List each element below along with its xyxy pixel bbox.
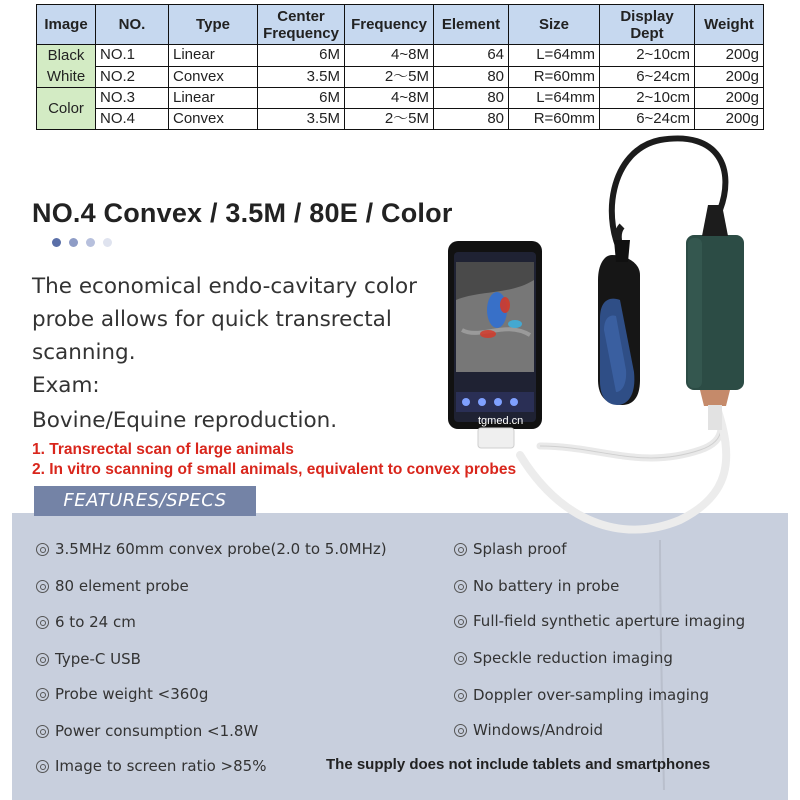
usb-cable: [540, 400, 721, 458]
description-line: scanning.: [32, 340, 136, 365]
cell-center-frequency: 6M: [258, 45, 345, 67]
description-line: The economical endo-cavitary color: [32, 274, 417, 299]
bullet-icon: [454, 615, 467, 628]
carousel-dots: [52, 238, 112, 247]
exam-value: Bovine/Equine reproduction.: [32, 408, 338, 433]
bullet-icon: [454, 652, 467, 665]
col-header-display-dept: Display Dept: [600, 5, 695, 45]
dot-icon: [86, 238, 95, 247]
supply-note: The supply does not include tablets and smartphones: [326, 756, 711, 773]
phone-brand-label: tgmed.cn: [478, 415, 524, 427]
cell-size: R=60mm: [509, 66, 600, 88]
group-label-color: Color: [37, 88, 96, 130]
bullet-icon: [36, 760, 49, 773]
description-line: probe allows for quick transrectal: [32, 307, 392, 332]
cell-center-frequency: 3.5M: [258, 66, 345, 88]
cell-frequency: 2～5M: [345, 109, 434, 130]
cell-type: Convex: [169, 66, 258, 88]
features-tab-label: FEATURES/SPECS: [34, 486, 256, 516]
cell-frequency: 4~8M: [345, 45, 434, 67]
cell-frequency: 4~8M: [345, 88, 434, 109]
bullet-icon: [36, 616, 49, 629]
feature-item: 3.5MHz 60mm convex probe(2.0 to 5.0MHz): [36, 540, 387, 558]
cell-size: L=64mm: [509, 88, 600, 109]
feature-item: Windows/Android: [454, 721, 603, 739]
cell-weight: 200g: [695, 109, 764, 130]
cell-center-frequency: 6M: [258, 88, 345, 109]
dot-icon: [103, 238, 112, 247]
bullet-icon: [454, 689, 467, 702]
cell-weight: 200g: [695, 66, 764, 88]
col-header-frequency: Frequency: [345, 5, 434, 45]
feature-item: 6 to 24 cm: [36, 613, 136, 631]
bullet-icon: [36, 653, 49, 666]
exam-label: Exam:: [32, 373, 100, 398]
cell-no: NO.2: [96, 66, 169, 88]
cell-no: NO.1: [96, 45, 169, 67]
dot-icon: [69, 238, 78, 247]
cell-no: NO.4: [96, 109, 169, 130]
product-description: [32, 270, 452, 437]
cell-element: 80: [434, 66, 509, 88]
cell-no: NO.3: [96, 88, 169, 109]
bullet-icon: [36, 580, 49, 593]
col-header-weight: Weight: [695, 5, 764, 45]
cell-element: 80: [434, 88, 509, 109]
cell-display-dept: 2~10cm: [600, 88, 695, 109]
feature-item: No battery in probe: [454, 577, 619, 595]
cell-type: Convex: [169, 109, 258, 130]
cell-frequency: 2～5M: [345, 66, 434, 88]
feature-item: Speckle reduction imaging: [454, 649, 673, 667]
bullet-icon: [36, 688, 49, 701]
feature-item: Splash proof: [454, 540, 567, 558]
dot-icon: [52, 238, 61, 247]
bullet-icon: [36, 543, 49, 556]
bullet-icon: [36, 725, 49, 738]
col-header-size: Size: [509, 5, 600, 45]
col-header-no: NO.: [96, 5, 169, 45]
feature-item: Power consumption <1.8W: [36, 722, 258, 740]
cell-element: 80: [434, 109, 509, 130]
feature-item: Image to screen ratio >85%: [36, 757, 266, 775]
col-header-center-frequency: Center Frequency: [258, 5, 345, 45]
usb-module: [686, 205, 744, 430]
col-header-type: Type: [169, 5, 258, 45]
feature-item: Full-field synthetic aperture imaging: [454, 612, 745, 630]
bullet-icon: [454, 580, 467, 593]
cell-weight: 200g: [695, 88, 764, 109]
feature-item: 80 element probe: [36, 577, 189, 595]
product-headline: NO.4 Convex / 3.5M / 80E / Color: [32, 198, 453, 228]
feature-item: Probe weight <360g: [36, 685, 208, 703]
usage-points: [32, 440, 516, 480]
cell-element: 64: [434, 45, 509, 67]
col-header-element: Element: [434, 5, 509, 45]
cell-weight: 200g: [695, 45, 764, 67]
cell-display-dept: 6~24cm: [600, 66, 695, 88]
bullet-icon: [454, 724, 467, 737]
cell-center-frequency: 3.5M: [258, 109, 345, 130]
feature-item: Doppler over-sampling imaging: [454, 686, 709, 704]
usage-point: 1. Transrectal scan of large animals: [32, 441, 294, 458]
cell-display-dept: 6~24cm: [600, 109, 695, 130]
cell-size: R=60mm: [509, 109, 600, 130]
col-header-image: Image: [37, 5, 96, 45]
cell-size: L=64mm: [509, 45, 600, 67]
feature-item: Type-C USB: [36, 650, 141, 668]
convex-probe: [598, 240, 640, 405]
cell-type: Linear: [169, 45, 258, 67]
group-label-black-white: Black White: [37, 45, 96, 88]
bullet-icon: [454, 543, 467, 556]
cell-type: Linear: [169, 88, 258, 109]
cell-display-dept: 2~10cm: [600, 45, 695, 67]
usage-point: 2. In vitro scanning of small animals, equivalent to convex probes: [32, 461, 517, 478]
